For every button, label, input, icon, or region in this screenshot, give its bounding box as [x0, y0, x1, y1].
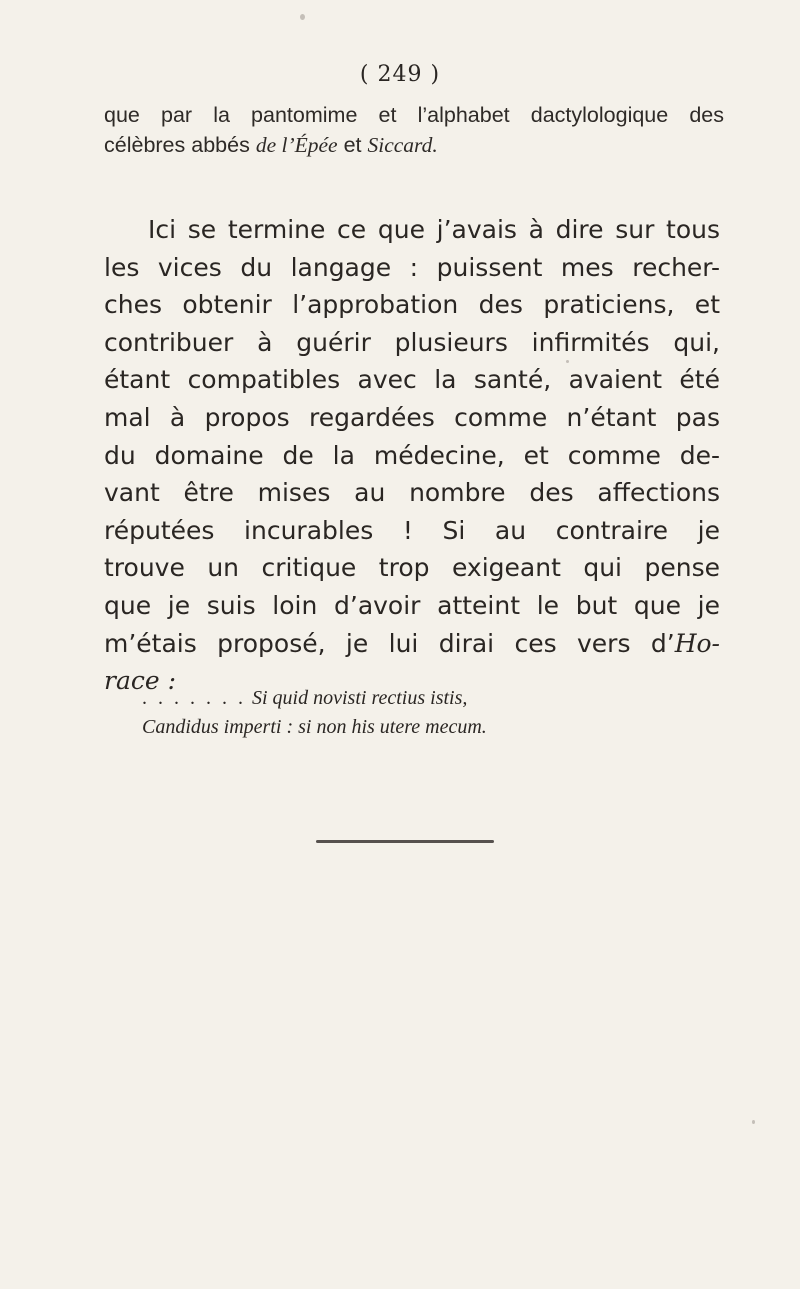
main-line-11: que je suis loin d’avoir atteint le but que je — [104, 590, 720, 620]
main-line-13: race : — [104, 666, 177, 696]
name-epee: de l’Épée — [255, 133, 338, 157]
paper-speck — [566, 360, 569, 363]
main-line-3: ches obtenir l’approbation des praticiens, et — [104, 290, 720, 320]
quote-ellipsis: . . . . . . . — [142, 687, 246, 709]
paper-speck — [300, 14, 305, 20]
name-siccard: Siccard. — [367, 133, 438, 157]
name-horace-part: Ho- — [674, 628, 720, 658]
main-line-2: les vices du langage : puissent mes recher- — [104, 252, 720, 282]
main-line-1: Ici se termine ce que j’avais à dire sur tous — [148, 215, 720, 244]
end-rule — [316, 840, 494, 843]
main-paragraph — [104, 211, 720, 700]
main-line-12 — [104, 625, 720, 663]
main-line-5: étant compatibles avec la santé, avaient été — [104, 365, 720, 395]
main-line-7: du domaine de la médecine, et comme de- — [104, 440, 720, 470]
main-line-9: réputées incurables ! Si au contraire je — [104, 515, 720, 545]
main-line-10: trouve un critique trop exigeant qui pense — [104, 553, 720, 583]
page-number: ( 249 ) — [359, 62, 441, 87]
quote-line-2: Candidus imperti : si non his utere mecum. — [142, 716, 487, 738]
main-line-6: mal à propos regardées comme n’étant pas — [104, 402, 720, 432]
main-line-12-text: m’étais proposé, je lui dirai ces vers d’ — [104, 628, 675, 658]
intro-conjunction: et — [343, 133, 362, 157]
intro-line-1: que par la pantomime et l’alphabet dactylologique des — [104, 103, 724, 127]
latin-quotation — [142, 684, 672, 742]
intro-line-2 — [104, 130, 724, 160]
main-line-8: vant être mises au nombre des affections — [104, 478, 720, 508]
intro-paragraph — [104, 100, 724, 160]
paper-speck — [752, 1120, 755, 1124]
intro-text: célèbres abbés — [104, 133, 250, 157]
main-line-4: contribuer à guérir plusieurs infirmités qui, — [104, 327, 720, 357]
quote-line-1-text: Si quid novisti rectius istis, — [252, 687, 468, 709]
quote-line-1 — [142, 684, 672, 713]
